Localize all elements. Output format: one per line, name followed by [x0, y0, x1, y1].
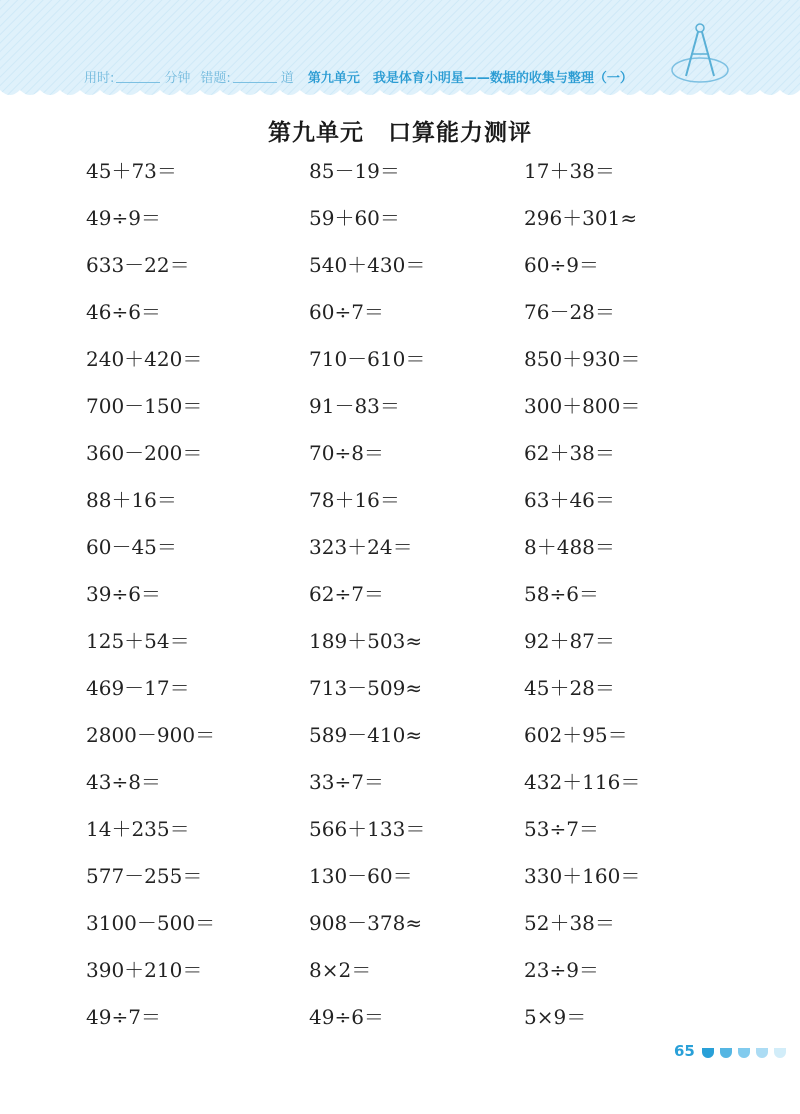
- problem-item: 713－509≈: [309, 676, 423, 700]
- unit-title: 第九单元 我是体育小明星——数据的收集与整理（一）: [307, 71, 633, 86]
- drop-icon: [756, 1048, 768, 1058]
- problem-item: 39÷6＝: [86, 582, 161, 606]
- problem-item: 88＋16＝: [86, 488, 177, 512]
- page-decoration: [702, 1048, 786, 1058]
- problem-item: 469－17＝: [86, 676, 190, 700]
- problem-item: 14＋235＝: [86, 817, 190, 841]
- problem-item: 432＋116＝: [524, 770, 641, 794]
- problem-item: 46÷6＝: [86, 300, 161, 324]
- problem-item: 43÷8＝: [86, 770, 161, 794]
- drop-icon: [702, 1048, 714, 1058]
- errors-blank[interactable]: [233, 70, 277, 83]
- problem-item: 91－83＝: [309, 394, 400, 418]
- problem-item: 189＋503≈: [309, 629, 423, 653]
- problem-item: 53÷7＝: [524, 817, 599, 841]
- problem-item: 8＋488＝: [524, 535, 615, 559]
- problem-item: 49÷6＝: [309, 1005, 384, 1029]
- drop-icon: [720, 1048, 732, 1058]
- drop-icon: [774, 1048, 786, 1058]
- problem-item: 23÷9＝: [524, 958, 599, 982]
- problem-item: 78＋16＝: [309, 488, 400, 512]
- problem-item: 45＋73＝: [86, 159, 177, 183]
- errors-label: 错题:: [200, 71, 231, 86]
- problem-item: 330＋160＝: [524, 864, 641, 888]
- problem-item: 566＋133＝: [309, 817, 426, 841]
- page-title: 第九单元 口算能力测评: [268, 120, 532, 146]
- problem-item: 85－19＝: [309, 159, 400, 183]
- problem-item: 8×2＝: [309, 958, 372, 982]
- problem-grid: [86, 155, 724, 1048]
- problem-item: 2800－900＝: [86, 723, 216, 747]
- problem-item: 300＋800＝: [524, 394, 641, 418]
- problem-item: 700－150＝: [86, 394, 203, 418]
- problem-item: 908－378≈: [309, 911, 423, 935]
- header-info: [84, 67, 633, 86]
- problem-item: 60÷9＝: [524, 253, 599, 277]
- problem-item: 850＋930＝: [524, 347, 641, 371]
- minutes-label: 分钟: [164, 71, 191, 86]
- problem-item: 5×9＝: [524, 1005, 587, 1029]
- problem-item: 58÷6＝: [524, 582, 599, 606]
- problem-item: 602＋95＝: [524, 723, 628, 747]
- problem-item: 710－610＝: [309, 347, 426, 371]
- time-blank[interactable]: [116, 70, 160, 83]
- problem-item: 92＋87＝: [524, 629, 615, 653]
- problem-item: 76－28＝: [524, 300, 615, 324]
- problem-item: 62÷7＝: [309, 582, 384, 606]
- problem-item: 390＋210＝: [86, 958, 203, 982]
- problem-item: 125＋54＝: [86, 629, 190, 653]
- problem-item: 360－200＝: [86, 441, 203, 465]
- time-label: 用时:: [84, 71, 115, 86]
- problem-item: 296＋301≈: [524, 206, 638, 230]
- compass-icon: [660, 18, 740, 88]
- problem-item: 3100－500＝: [86, 911, 216, 935]
- problem-item: 45＋28＝: [524, 676, 615, 700]
- problem-item: 63＋46＝: [524, 488, 615, 512]
- problem-item: 70÷8＝: [309, 441, 384, 465]
- problem-item: 323＋24＝: [309, 535, 413, 559]
- problem-item: 540＋430＝: [309, 253, 426, 277]
- problem-item: 52＋38＝: [524, 911, 615, 935]
- count-label: 道: [280, 71, 294, 86]
- problem-item: 17＋38＝: [524, 159, 615, 183]
- problem-item: 633－22＝: [86, 253, 190, 277]
- problem-item: 589－410≈: [309, 723, 423, 747]
- problem-item: 577－255＝: [86, 864, 203, 888]
- problem-item: 62＋38＝: [524, 441, 615, 465]
- problem-item: 49÷9＝: [86, 206, 161, 230]
- drop-icon: [738, 1048, 750, 1058]
- problem-item: 49÷7＝: [86, 1005, 161, 1029]
- problem-item: 59＋60＝: [309, 206, 400, 230]
- problem-item: 33÷7＝: [309, 770, 384, 794]
- page-number: 65: [674, 1042, 695, 1060]
- problem-item: 60÷7＝: [309, 300, 384, 324]
- problem-item: 60－45＝: [86, 535, 177, 559]
- problem-item: 130－60＝: [309, 864, 413, 888]
- problem-item: 240＋420＝: [86, 347, 203, 371]
